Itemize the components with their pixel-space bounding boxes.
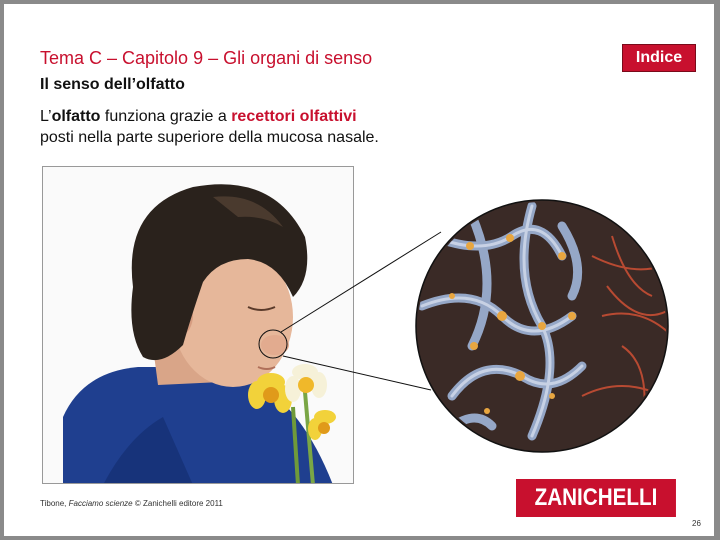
credit-line xyxy=(40,499,223,508)
body-mid: funziona grazie a xyxy=(100,108,232,125)
body-prefix: L’ xyxy=(40,108,52,125)
credit-rest: © Zanichelli editore 2011 xyxy=(132,499,223,508)
micrograph xyxy=(412,196,672,456)
girl-photo xyxy=(42,166,354,484)
zanichelli-logo: ZANICHELLI xyxy=(516,479,676,517)
credit-author: Tibone, xyxy=(40,499,69,508)
keyword-recettori: recettori olfattivi xyxy=(231,108,357,125)
olfactory-receptors-micrograph-image xyxy=(412,196,672,456)
credit-book: Facciamo scienze xyxy=(68,499,133,508)
slide-subtitle: Il senso dell’olfatto xyxy=(40,76,185,93)
body-line-2: posti nella parte superiore della mucosa nasale. xyxy=(40,129,379,146)
keyword-olfatto: olfatto xyxy=(51,108,101,125)
slide-title: Tema C – Capitolo 9 – Gli organi di senso xyxy=(40,48,373,68)
body-text xyxy=(40,106,379,148)
body-line-1 xyxy=(40,106,379,127)
page-number: 26 xyxy=(692,519,701,528)
girl-smelling-flowers-image xyxy=(43,167,354,484)
index-button[interactable]: Indice xyxy=(622,44,696,72)
